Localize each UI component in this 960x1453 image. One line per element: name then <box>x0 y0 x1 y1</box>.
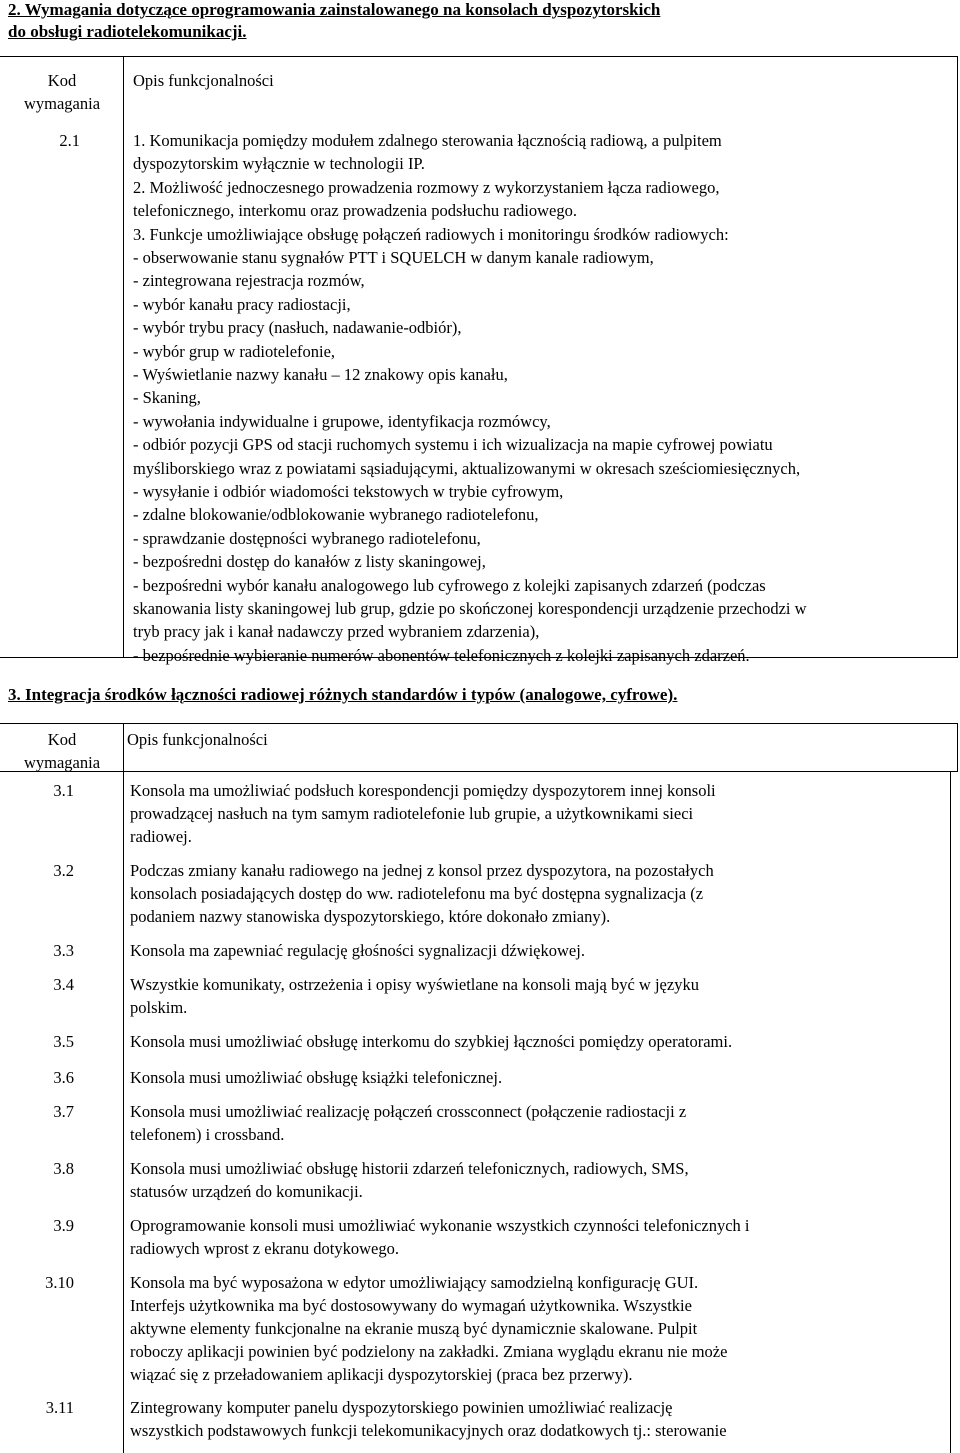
table-3-header-bottom-border <box>0 771 958 772</box>
table-2-top-border <box>0 56 957 57</box>
requirement-description-line: Konsola ma umożliwiać podsłuch korespondencji pomiędzy dyspozytorem innej konsoli <box>130 781 716 800</box>
requirement-description-line: radiowej. <box>130 827 192 846</box>
requirement-description-line: radiowych wprost z ekranu dotykowego. <box>130 1239 399 1258</box>
table-3-column-divider <box>123 723 124 1453</box>
requirement-description-line: Interfejs użytkownika ma być dostosowywany do wymagań użytkownika. Wszystkie <box>130 1296 692 1315</box>
requirement-description-line: roboczy aplikacji powinien być podzielony na zakładki. Zmiana wyglądu ekranu nie może <box>130 1342 728 1361</box>
requirement-code: 3.1 <box>53 781 74 800</box>
requirement-description-line: podaniem nazwy stanowiska dyspozytorskiego, które dokonało zmiany). <box>130 907 611 926</box>
section-2-heading-line-1: 2. Wymagania dotyczące oprogramowania zainstalowanego na konsolach dyspozytorskich <box>8 0 661 19</box>
header-kod-line-2: wymagania <box>23 94 101 113</box>
requirement-code: 3.6 <box>53 1068 74 1087</box>
description-line: - Skaning, <box>133 388 201 408</box>
description-line: myśliborskiego wraz z powiatami sąsiadującymi, aktualizowanymi w okresach sześciomiesięcznych, <box>133 458 801 478</box>
requirement-description-line: prowadzącej nasłuch na tym samym radiotelefonie lub grupie, a użytkownikami sieci <box>130 804 694 823</box>
requirement-description-line: Konsola ma być wyposażona w edytor umożliwiający samodzielną konfigurację GUI. <box>130 1273 699 1292</box>
description-line: telefonicznego, interkomu oraz prowadzenia podsłuchu radiowego. <box>133 201 577 221</box>
requirement-description-line: Zintegrowany komputer panelu dyspozytorskiego powinien umożliwiać realizację <box>130 1398 673 1417</box>
table-2-column-divider <box>123 56 124 658</box>
requirement-code: 3.11 <box>45 1398 74 1417</box>
requirement-description-line: Konsola ma zapewniać regulację głośności sygnalizacji dźwiękowej. <box>130 941 585 960</box>
requirement-description-line: wiązać się z przeładowaniem aplikacji dyspozytorskiej (praca bez przerwy). <box>130 1365 633 1384</box>
requirement-code: 3.5 <box>53 1032 74 1051</box>
header-kod-line-1: Kod <box>47 730 77 749</box>
requirement-description-line: wszystkich podstawowych funkcji telekomunikacyjnych oraz dodatkowych tj.: sterowanie <box>130 1421 727 1440</box>
description-line: - zintegrowana rejestracja rozmów, <box>133 271 365 291</box>
requirement-code: 3.10 <box>45 1273 74 1292</box>
requirement-description-line: Konsola musi umożliwiać obsługę historii zdarzeń telefonicznych, radiowych, SMS, <box>130 1159 689 1178</box>
requirement-description-line: Podczas zmiany kanału radiowego na jednej z konsol przez dyspozytora, na pozostałych <box>130 861 714 880</box>
description-line: 3. Funkcje umożliwiające obsługę połączeń radiowych i monitoringu środków radiowych: <box>133 224 729 244</box>
header-kod-line-2: wymagania <box>23 753 101 772</box>
description-line: - bezpośredni wybór kanału analogowego lub cyfrowego z kolejki zapisanych zdarzeń (podczas <box>133 575 766 595</box>
description-line: 1. Komunikacja pomiędzy modułem zdalnego sterowania łącznością radiową, a pulpitem <box>133 131 722 150</box>
requirement-description-line: aktywne elementy funkcjonalne na ekranie muszą być dynamicznie skalowane. Pulpit <box>130 1319 698 1338</box>
description-line: - bezpośrednie wybieranie numerów abonentów telefonicznych z kolejki zapisanych zdarzeń. <box>133 645 750 665</box>
description-line: 2. Możliwość jednoczesnego prowadzenia rozmowy z wykorzystaniem łącza radiowego, <box>133 177 720 197</box>
requirement-code: 3.4 <box>53 975 74 994</box>
requirement-code: 3.3 <box>53 941 74 960</box>
description-line: dyspozytorskim wyłącznie w technologii IP. <box>133 154 425 174</box>
description-line: - zdalne blokowanie/odblokowanie wybranego radiotelefonu, <box>133 505 539 525</box>
description-line: - bezpośredni dostęp do kanałów z listy skaningowej, <box>133 552 486 572</box>
header-kod-line-1: Kod <box>47 71 77 90</box>
requirement-description-line: polskim. <box>130 998 188 1017</box>
description-line: tryb pracy jak i kanał nadawczy przed wybraniem zdarzenia), <box>133 622 540 642</box>
description-line: - obserwowanie stanu sygnałów PTT i SQUELCH w danym kanale radiowym, <box>133 248 654 267</box>
requirement-description-line: statusów urządzeń do komunikacji. <box>130 1182 363 1201</box>
description-line: - wybór grup w radiotelefonie, <box>133 341 336 361</box>
table-3-top-border <box>0 723 957 724</box>
table-3-header-kod <box>6 728 118 774</box>
table-3-header-right-border <box>957 723 958 772</box>
requirement-description-line: Konsola musi umożliwiać realizację połączeń crossconnect (połączenie radiostacji z <box>130 1102 687 1121</box>
requirement-description-line: konsolach posiadających dostęp do ww. radiotelefonu ma być dostępna sygnalizacja (z <box>130 884 704 903</box>
requirement-code: 3.8 <box>53 1159 74 1178</box>
requirement-code: 2.1 <box>59 131 80 150</box>
description-line: - wysyłanie i odbiór wiadomości tekstowych w trybie cyfrowym, <box>133 482 564 501</box>
section-2-heading-line-2: do obsługi radiotelekomunikacji. <box>8 22 247 41</box>
description-line: - sprawdzanie dostępności wybranego radiotelefonu, <box>133 528 481 548</box>
table-2-right-border <box>957 56 958 658</box>
requirement-code: 3.9 <box>53 1216 74 1235</box>
description-line: - Wyświetlanie nazwy kanału – 12 znakowy opis kanału, <box>133 365 508 384</box>
table-2-header-opis: Opis funkcjonalności <box>133 71 274 90</box>
requirement-description-line: Konsola musi umożliwiać obsługę interkomu do szybkiej łączności pomiędzy operatorami. <box>130 1032 733 1051</box>
description-line: - wybór kanału pracy radiostacji, <box>133 294 351 314</box>
description-line: - wywołania indywidualne i grupowe, identyfikacja rozmówcy, <box>133 411 551 431</box>
requirement-code: 3.7 <box>53 1102 74 1121</box>
requirement-description-line: Konsola musi umożliwiać obsługę książki telefonicznej. <box>130 1068 503 1087</box>
requirement-description-line: Oprogramowanie konsoli musi umożliwiać wykonanie wszystkich czynności telefonicznych i <box>130 1216 750 1235</box>
requirement-code: 3.2 <box>53 861 74 880</box>
requirement-description-line: Wszystkie komunikaty, ostrzeżenia i opisy wyświetlane na konsoli mają być w języku <box>130 975 699 994</box>
table-3-right-border <box>950 771 951 1453</box>
description-line: - odbiór pozycji GPS od stacji ruchomych systemu i ich wizualizacja na mapie cyfrowej powiatu <box>133 435 773 455</box>
table-3-header-opis: Opis funkcjonalności <box>127 730 268 749</box>
table-2-header-kod <box>6 69 118 115</box>
description-line: skanowania listy skaningowej lub grup, gdzie po skończonej korespondencji urządzenie przechodzi w <box>133 599 807 618</box>
requirement-description-line: telefonem) i crossband. <box>130 1125 285 1144</box>
description-line: - wybór trybu pracy (nasłuch, nadawanie-odbiór), <box>133 318 462 338</box>
section-3-heading: 3. Integracja środków łączności radiowej różnych standardów i typów (analogowe, cyfrowe). <box>8 685 678 704</box>
